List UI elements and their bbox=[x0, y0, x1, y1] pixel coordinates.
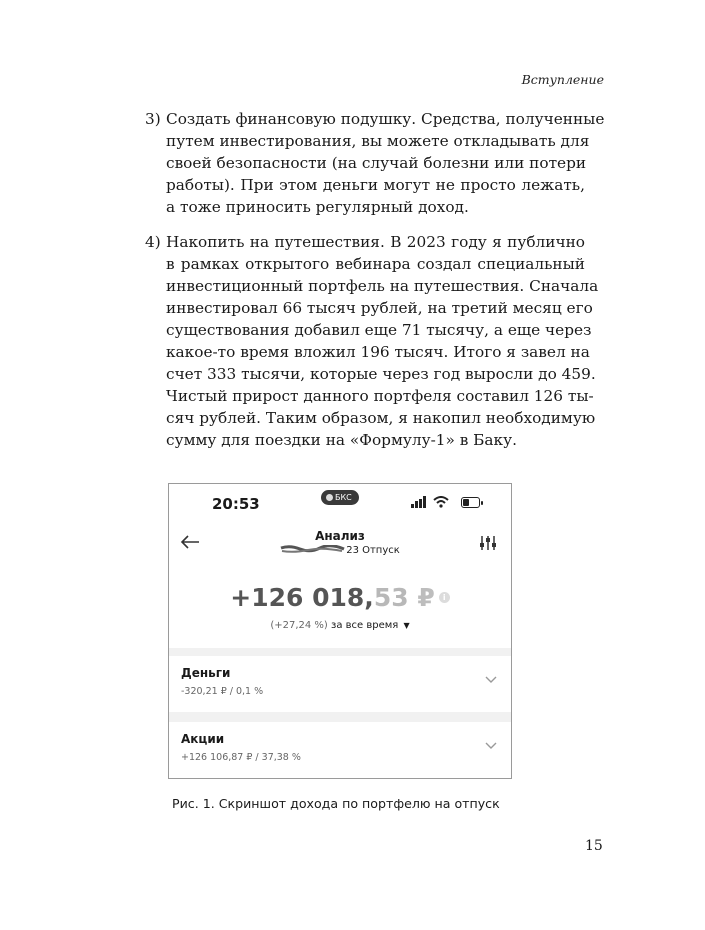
redaction-scribble bbox=[280, 545, 345, 554]
list-item-4 bbox=[145, 231, 599, 451]
section-divider bbox=[169, 712, 511, 722]
section-value: +126 106,87 ₽ / 37,38 % bbox=[181, 752, 301, 763]
carrier-pill-label: БКС bbox=[335, 493, 352, 502]
list-number: 3) bbox=[145, 110, 161, 128]
screen-title: Анализ bbox=[315, 529, 365, 543]
carrier-pill bbox=[321, 490, 359, 505]
amount-main: +126 018, bbox=[230, 583, 374, 612]
text-line: путем инвестирования, вы можете откладывать для bbox=[166, 132, 590, 150]
text-line: Создать финансовую подушку. Средства, полученные bbox=[166, 110, 605, 128]
list-item-text bbox=[166, 231, 599, 451]
text-line: какое-то время вложил 196 тысяч. Итого я завел на bbox=[166, 343, 590, 361]
change-percent: (+27,24 %) bbox=[270, 620, 328, 631]
figure-caption: Рис. 1. Скриншот дохода по портфелю на отпуск bbox=[172, 796, 500, 811]
section-money[interactable] bbox=[169, 656, 511, 712]
amount-decimals: 53 bbox=[373, 583, 409, 612]
text-line: а тоже приносить регулярный доход. bbox=[166, 198, 469, 216]
status-time: 20:53 bbox=[212, 495, 260, 513]
running-head: Вступление bbox=[521, 72, 604, 87]
wifi-icon bbox=[433, 496, 449, 508]
period-selector[interactable] bbox=[169, 620, 511, 631]
list-item-text bbox=[166, 108, 605, 218]
list-number: 4) bbox=[145, 233, 161, 251]
portfolio-screenshot bbox=[168, 483, 512, 779]
signal-icon bbox=[411, 496, 429, 508]
text-line: инвестировал 66 тысяч рублей, на третий месяц его bbox=[166, 299, 593, 317]
screen-subtitle bbox=[169, 545, 511, 556]
text-line: сумму для поездки на «Формулу-1» в Баку. bbox=[166, 431, 517, 449]
chevron-down-icon[interactable] bbox=[485, 676, 497, 684]
list-item-3 bbox=[145, 108, 605, 218]
page-number: 15 bbox=[585, 838, 603, 854]
text-line: инвестиционный портфель на путешествия. Сначала bbox=[166, 277, 599, 295]
text-line: Чистый прирост данного портфеля составил 126 ты- bbox=[166, 387, 594, 405]
text-line: счет 333 тысячи, которые через год выросли до 459. bbox=[166, 365, 596, 383]
text-line: своей безопасности (на случай болезни или потери bbox=[166, 154, 587, 172]
text-line: Накопить на путешествия. В 2023 году я публично bbox=[166, 233, 585, 251]
info-icon[interactable]: i bbox=[439, 592, 450, 603]
battery-icon bbox=[461, 497, 480, 508]
section-title: Акции bbox=[181, 732, 225, 746]
section-stocks[interactable] bbox=[169, 722, 511, 778]
text-line: сяч рублей. Таким образом, я накопил необходимую bbox=[166, 409, 596, 427]
text-line: существования добавил еще 71 тысячу, а еще через bbox=[166, 321, 592, 339]
currency-sign: ₽ bbox=[408, 583, 435, 612]
portfolio-name: 23 Отпуск bbox=[346, 545, 400, 556]
chevron-down-icon[interactable] bbox=[485, 742, 497, 750]
caret-down-icon: ▼ bbox=[403, 621, 410, 630]
text-line: работы). При этом деньги могут не просто лежать, bbox=[166, 176, 585, 194]
section-value: -320,21 ₽ / 0,1 % bbox=[181, 686, 264, 697]
section-title: Деньги bbox=[181, 666, 231, 680]
period-label: за все время bbox=[331, 620, 399, 631]
text-line: в рамках открытого вебинара создал специальный bbox=[166, 255, 585, 273]
profit-amount bbox=[169, 583, 511, 612]
